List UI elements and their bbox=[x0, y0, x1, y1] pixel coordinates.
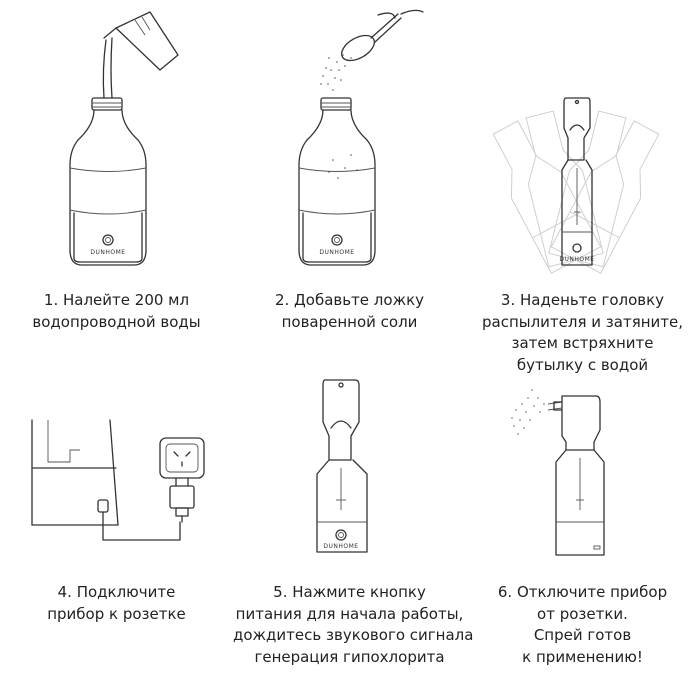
bottle-base-icon bbox=[32, 420, 118, 525]
add-salt-illustration bbox=[233, 0, 466, 285]
spray-bottle-icon bbox=[559, 98, 594, 265]
step-4-caption bbox=[0, 582, 233, 625]
caption-line: распылителя и затяните, bbox=[481, 312, 684, 331]
spoon-icon bbox=[337, 10, 423, 65]
step-6-caption bbox=[466, 582, 699, 668]
power-adapter-icon bbox=[170, 478, 194, 522]
step-3 bbox=[466, 0, 699, 374]
wall-socket-icon bbox=[160, 438, 204, 478]
power-cable bbox=[103, 512, 180, 540]
caption-line: поваренной соли bbox=[281, 312, 418, 331]
brand-label: DUNHOME bbox=[90, 249, 126, 256]
step-5-caption bbox=[233, 582, 474, 668]
brand-label: DUNHOME bbox=[319, 249, 355, 256]
shake-bottle-illustration bbox=[466, 0, 699, 285]
caption-line: дождитесь звукового сигнала bbox=[233, 626, 474, 644]
brand-label: DUNHOME bbox=[323, 543, 359, 550]
caption-line: генерация гипохлорита bbox=[254, 647, 445, 666]
caption-line: 2. Добавьте ложку bbox=[274, 291, 425, 309]
caption-line: 4. Подключите bbox=[57, 583, 176, 601]
caption-line: затем встряхните bbox=[511, 334, 654, 352]
spray-bottle-icon bbox=[317, 380, 367, 552]
caption-line: от розетки. bbox=[537, 604, 628, 623]
caption-line: 6. Отключите прибор bbox=[497, 583, 668, 601]
caption-line: Спрей готов bbox=[533, 626, 632, 644]
step-1 bbox=[0, 0, 233, 350]
caption-line: 3. Наденьте головку bbox=[500, 291, 665, 309]
step-2-caption bbox=[233, 290, 466, 333]
step-2 bbox=[233, 0, 466, 350]
measuring-cup-icon bbox=[104, 12, 178, 70]
pour-water-illustration bbox=[0, 0, 233, 285]
caption-line: 5. Нажмите кнопку bbox=[273, 583, 426, 601]
caption-line: к применению! bbox=[522, 647, 643, 666]
step-4 bbox=[0, 350, 233, 700]
caption-line: водопроводной воды bbox=[32, 312, 201, 331]
step-6 bbox=[466, 350, 699, 700]
caption-line: питания для начала работы, bbox=[235, 604, 464, 623]
caption-line: бутылку с водой bbox=[516, 355, 649, 374]
caption-line: 1. Налейте 200 мл bbox=[43, 291, 190, 309]
spray-bottle-icon bbox=[554, 396, 604, 555]
brand-label: DUNHOME bbox=[559, 256, 595, 263]
step-1-caption bbox=[0, 290, 233, 333]
caption-line: прибор к розетке bbox=[47, 604, 186, 623]
shake-motion-ghosts bbox=[481, 108, 671, 273]
spray-mist bbox=[511, 389, 545, 435]
bottle-icon bbox=[299, 98, 375, 265]
step-5 bbox=[233, 350, 474, 700]
bottle-icon bbox=[70, 98, 146, 265]
